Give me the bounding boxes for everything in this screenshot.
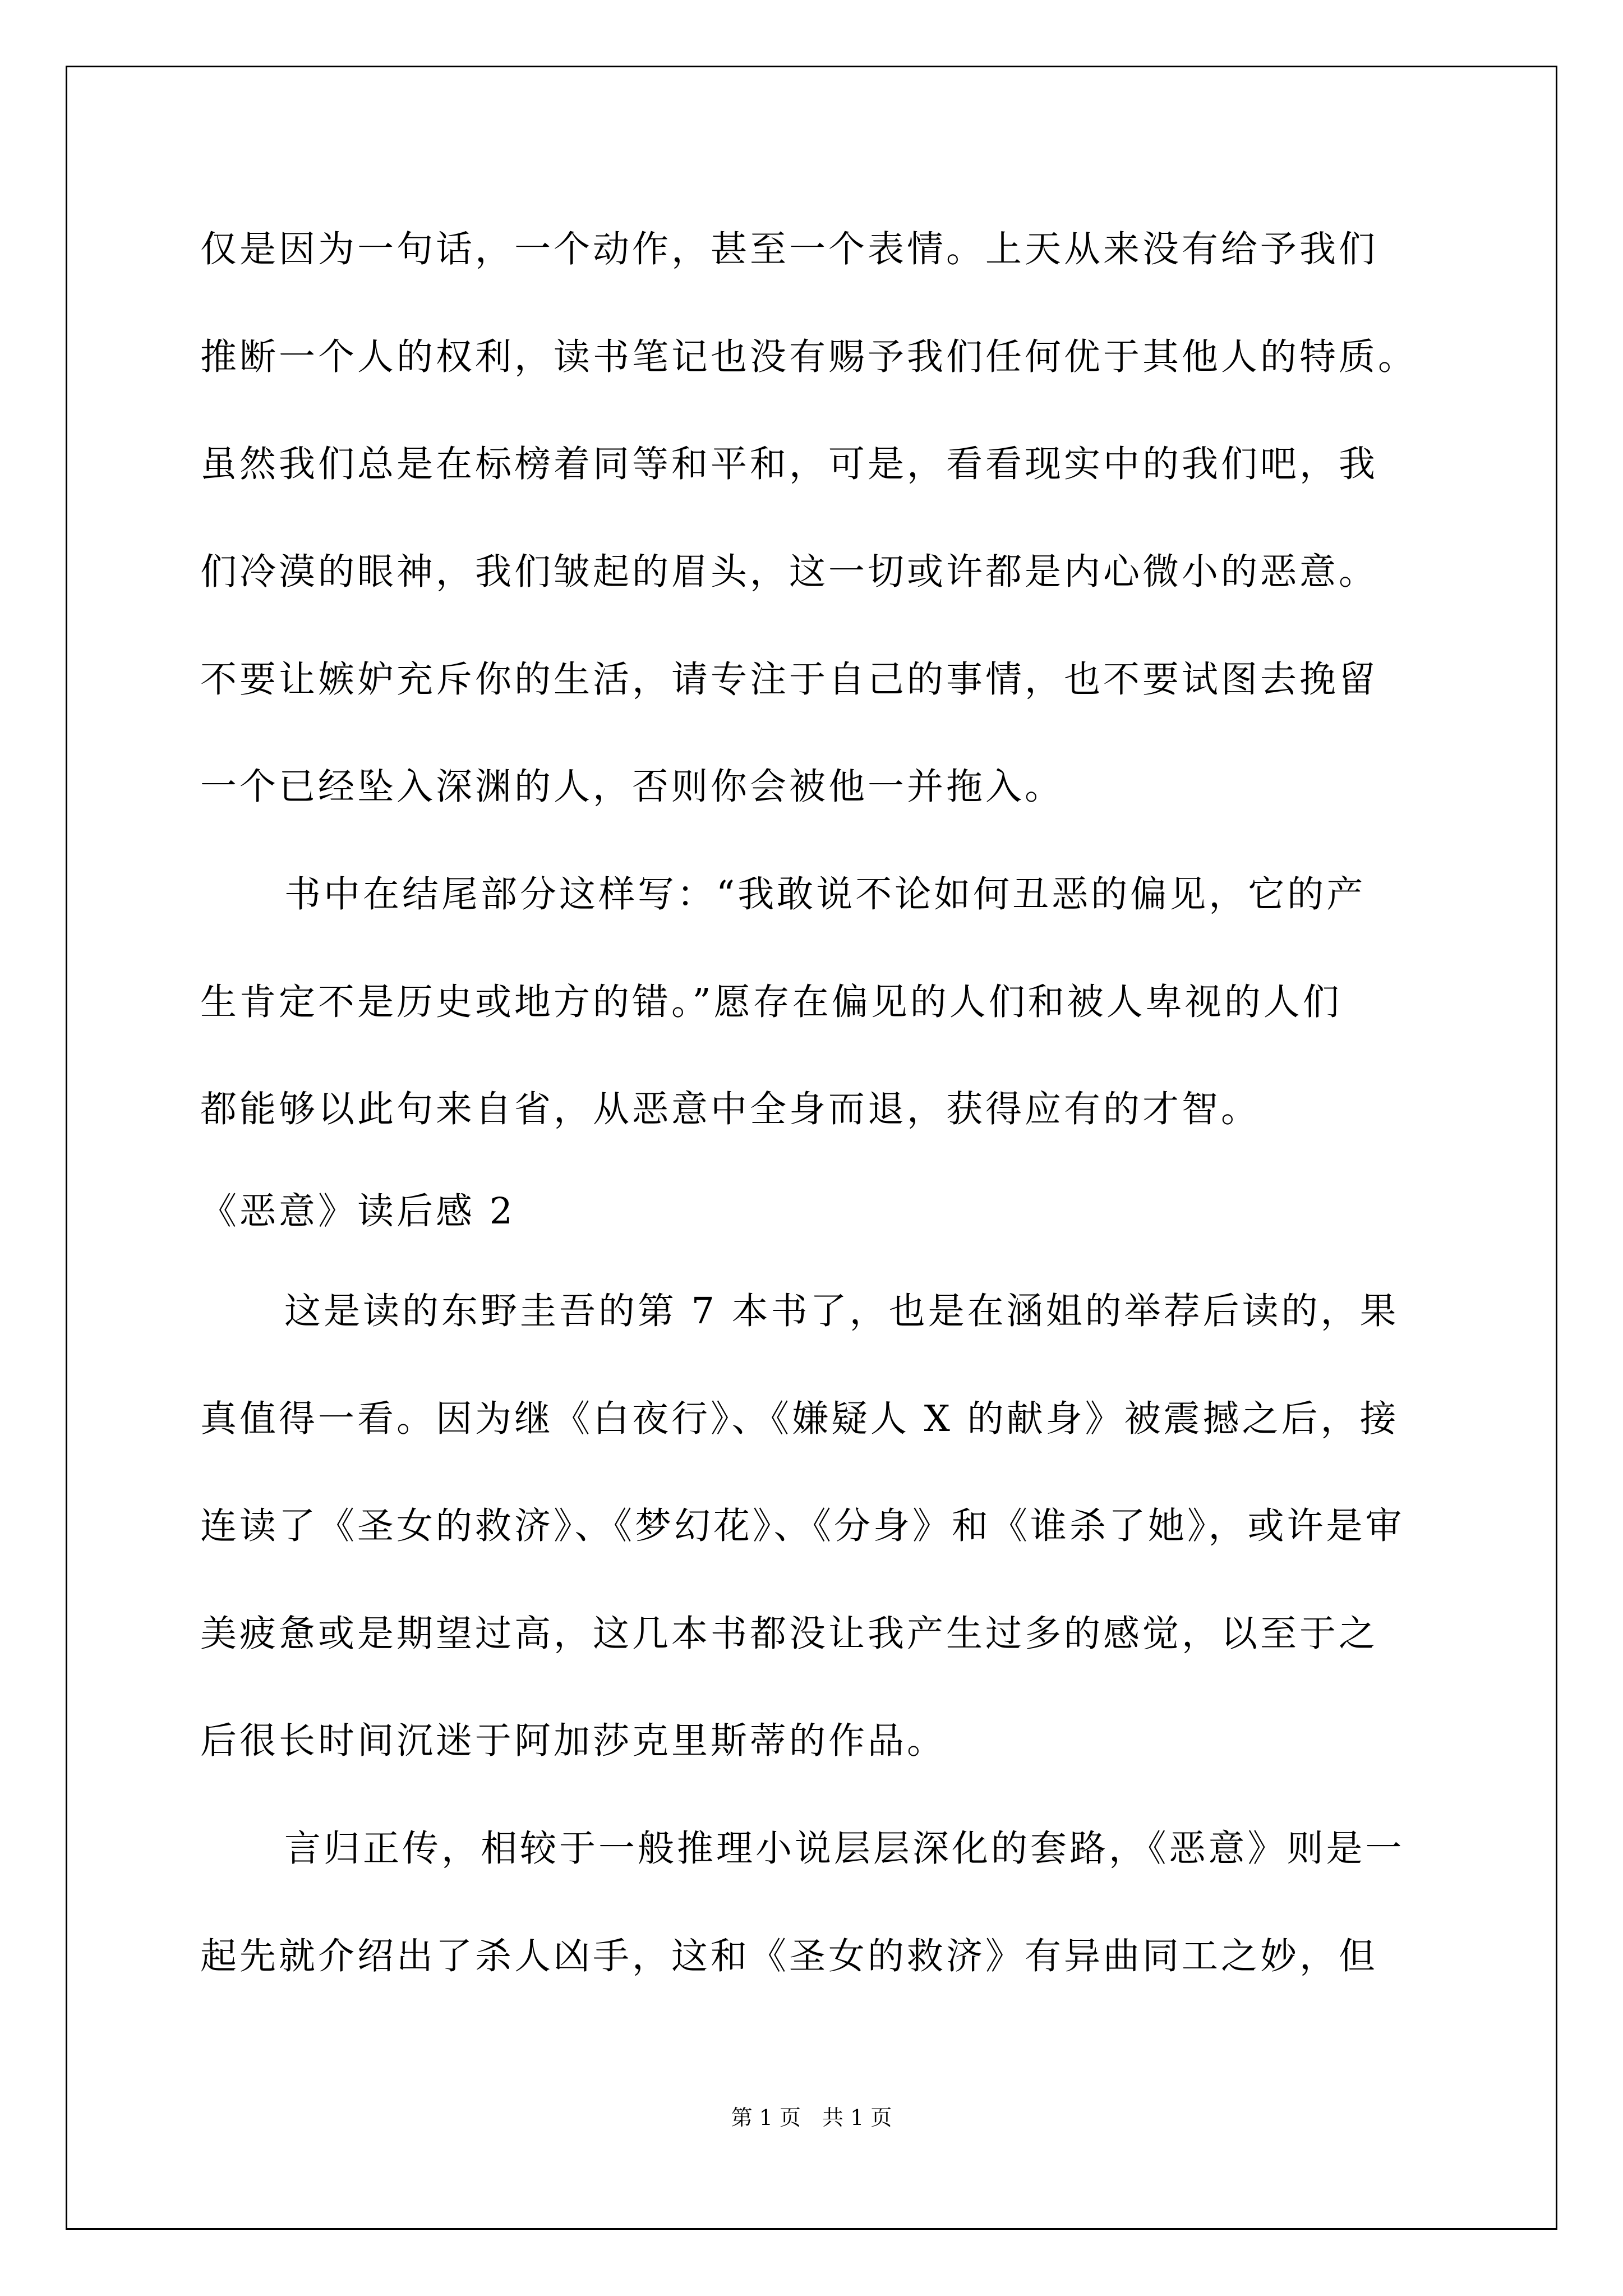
paragraph-line: 不要让嫉妒充斥你的生活，请专注于自己的事情，也不要试图去挽留 <box>200 659 1378 701</box>
paragraph-line: 后很长时间沉迷于阿加莎克里斯蒂的作品。 <box>200 1720 947 1762</box>
paragraph-line: 起先就介绍出了杀人凶手，这和《圣女的救济》有异曲同工之妙，但 <box>200 1935 1378 1977</box>
paragraph-line: 这是读的东野圭吾的第 7 本书了，也是在涵姐的举荐后读的，果 <box>284 1290 1399 1332</box>
paragraph-line: 们冷漠的眼神，我们皱起的眉头，这一切或许都是内心微小的恶意。 <box>200 551 1378 593</box>
paragraph-line: 推断一个人的权利，读书笔记也没有赐予我们任何优于其他人的特质。 <box>200 336 1418 378</box>
paragraph-line: 虽然我们总是在标榜着同等和平和，可是，看看现实中的我们吧，我 <box>200 443 1378 485</box>
page-border <box>66 66 1557 2230</box>
paragraph-line: 言归正传，相较于一般推理小说层层深化的套路，《恶意》则是一 <box>284 1828 1405 1870</box>
paragraph-line: 都能够以此句来自省，从恶意中全身而退，获得应有的才智。 <box>200 1088 1261 1130</box>
page-footer: 第 1 页 共 1 页 <box>731 2105 892 2130</box>
section-heading: 《恶意》读后感 2 <box>200 1190 516 1232</box>
paragraph-line: 生肯定不是历史或地方的错。”愿存在偏见的人们和被人卑视的人们 <box>200 981 1342 1023</box>
paragraph-line: 美疲惫或是期望过高，这几本书都没让我产生过多的感觉，以至于之 <box>200 1613 1378 1655</box>
paragraph-line: 一个已经坠入深渊的人，否则你会被他一并拖入。 <box>200 766 1064 808</box>
paragraph-line: 连读了《圣女的救济》、《梦幻花》、《分身》和《谁杀了她》，或许是审 <box>200 1505 1405 1547</box>
paragraph-line: 仅是因为一句话，一个动作，甚至一个表情。上天从来没有给予我们 <box>200 228 1378 270</box>
paragraph-line: 真值得一看。因为继《白夜行》、《嫌疑人 X 的献身》被震撼之后，接 <box>200 1398 1399 1440</box>
paragraph-line: 书中在结尾部分这样写：“我敢说不论如何丑恶的偏见，它的产 <box>284 873 1366 915</box>
